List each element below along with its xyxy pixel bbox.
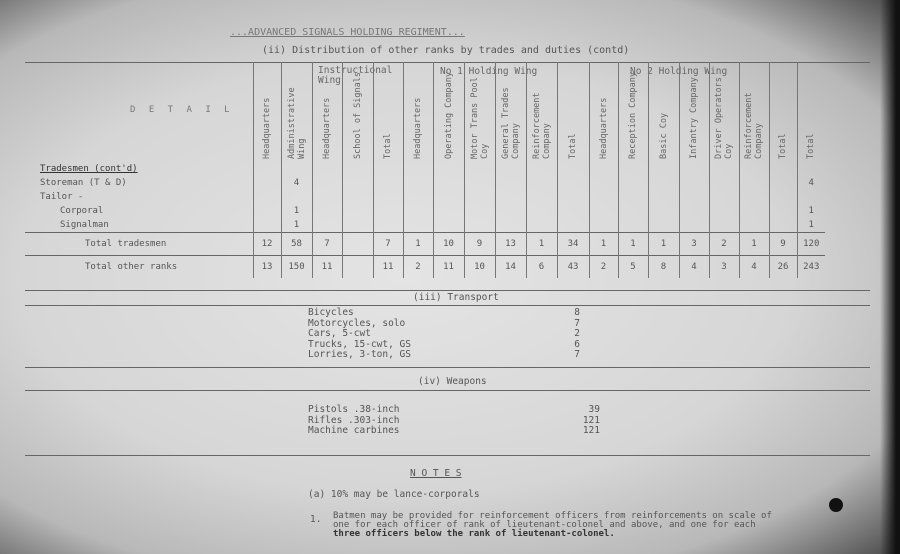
weapons-heading: (iv) Weapons bbox=[418, 376, 487, 387]
table-cell bbox=[433, 162, 464, 176]
column-header bbox=[797, 62, 825, 162]
table-cell bbox=[495, 162, 526, 176]
column-header-label: Total bbox=[806, 133, 817, 159]
list-item-label: Motorcycles, solo bbox=[308, 317, 406, 329]
table-cell bbox=[648, 190, 679, 204]
table-cell bbox=[679, 190, 709, 204]
table-cell bbox=[433, 190, 464, 204]
group-instructional: Instructional Wing bbox=[318, 65, 393, 86]
row-label: Storeman (T & D) bbox=[40, 178, 127, 188]
table-cell bbox=[526, 218, 557, 233]
column-header-label: Driver Operators Coy bbox=[714, 77, 734, 159]
table-cell: 4 bbox=[281, 176, 312, 190]
table-cell bbox=[526, 190, 557, 204]
row-label: Tailor - bbox=[40, 192, 84, 202]
table-cell: 1 bbox=[797, 218, 825, 233]
table-cell bbox=[739, 162, 769, 176]
table-cell bbox=[739, 218, 769, 233]
list-item-label: Lorries, 3-ton, GS bbox=[308, 349, 411, 360]
column-header-label: Motor Trans Pool Coy bbox=[469, 77, 490, 159]
divider bbox=[25, 455, 870, 456]
table-cell bbox=[403, 204, 433, 218]
table-cell bbox=[797, 162, 825, 176]
table-cell: 34 bbox=[557, 233, 589, 256]
table-cell bbox=[557, 190, 589, 204]
table-cell bbox=[557, 176, 589, 190]
table-cell: 10 bbox=[433, 233, 464, 256]
column-header-label: Total bbox=[568, 133, 578, 159]
column-header-label: Reception Company bbox=[628, 72, 638, 159]
table-cell: 58 bbox=[281, 233, 312, 256]
table-cell bbox=[739, 176, 769, 190]
list-item-label: Rifles .303-inch bbox=[308, 414, 400, 426]
weapons-list bbox=[308, 405, 400, 437]
table-cell: 11 bbox=[312, 256, 342, 279]
divider bbox=[25, 390, 870, 391]
row-label: Tradesmen (cont'd) bbox=[40, 164, 138, 174]
table-cell bbox=[464, 190, 495, 204]
table-cell: 1 bbox=[618, 233, 648, 256]
list-item-value: 7 bbox=[574, 317, 580, 329]
table-cell bbox=[739, 204, 769, 218]
table-cell: 4 bbox=[679, 256, 709, 279]
column-header bbox=[312, 62, 342, 162]
table-cell: 3 bbox=[709, 256, 739, 279]
table-cell bbox=[403, 218, 433, 233]
table-cell bbox=[769, 218, 797, 233]
table-row bbox=[25, 176, 825, 190]
divider bbox=[25, 305, 870, 306]
column-header bbox=[769, 62, 797, 162]
weapons-values bbox=[560, 405, 600, 437]
table-cell: 9 bbox=[769, 233, 797, 256]
column-header-label: Infantry Company bbox=[689, 77, 699, 159]
column-header bbox=[253, 62, 281, 162]
table-cell: 1 bbox=[797, 204, 825, 218]
column-header bbox=[648, 62, 679, 162]
table-cell bbox=[709, 176, 739, 190]
section-title: (ii) Distribution of other ranks by trades and duties (contd) bbox=[262, 45, 630, 56]
table-row bbox=[25, 190, 825, 204]
table-cell bbox=[648, 162, 679, 176]
table-cell bbox=[373, 176, 403, 190]
table-cell: 6 bbox=[526, 256, 557, 279]
table-cell bbox=[342, 190, 373, 204]
table-cell: 2 bbox=[709, 233, 739, 256]
column-header bbox=[433, 62, 464, 162]
table-cell bbox=[769, 190, 797, 204]
column-header bbox=[281, 62, 312, 162]
note-1-text bbox=[333, 512, 772, 539]
note-a: (a) 10% may be lance-corporals bbox=[308, 489, 480, 500]
table-cell bbox=[648, 176, 679, 190]
column-header bbox=[464, 62, 495, 162]
table-cell: 13 bbox=[495, 233, 526, 256]
table-cell: 9 bbox=[464, 233, 495, 256]
row-label: Corporal bbox=[60, 206, 104, 216]
column-header-label: Headquarters bbox=[322, 97, 332, 159]
table-cell bbox=[495, 204, 526, 218]
list-item-value: 2 bbox=[574, 328, 580, 339]
column-header-label: Headquarters bbox=[262, 97, 272, 159]
column-header bbox=[373, 62, 403, 162]
column-header bbox=[709, 62, 739, 162]
table-cell bbox=[589, 218, 618, 233]
table-cell bbox=[618, 190, 648, 204]
table-cell: 1 bbox=[589, 233, 618, 256]
document-title: ...ADVANCED SIGNALS HOLDING REGIMENT... bbox=[230, 27, 465, 38]
punch-hole bbox=[829, 498, 843, 512]
table-cell: 26 bbox=[769, 256, 797, 279]
column-header bbox=[403, 62, 433, 162]
column-header bbox=[739, 62, 769, 162]
table-cell: 7 bbox=[312, 233, 342, 256]
table-cell bbox=[403, 190, 433, 204]
column-header bbox=[589, 62, 618, 162]
table-cell bbox=[557, 162, 589, 176]
notes-heading: N O T E S bbox=[410, 468, 462, 479]
note-line: Batmen may be provided for reinforcement officers from reinforcements on scale of bbox=[333, 511, 772, 521]
column-header-label: General Trades Company bbox=[500, 87, 521, 159]
table-row bbox=[25, 256, 825, 279]
column-header-label: Total bbox=[778, 133, 788, 159]
table-cell bbox=[373, 190, 403, 204]
table-cell bbox=[618, 218, 648, 233]
group-no1: No 1 Holding Wing bbox=[440, 66, 538, 77]
table-cell bbox=[312, 218, 342, 233]
table-cell bbox=[342, 176, 373, 190]
table-cell bbox=[312, 162, 342, 176]
table-cell bbox=[373, 218, 403, 233]
scan-shadow bbox=[880, 0, 900, 554]
table-cell bbox=[253, 162, 281, 176]
table-cell bbox=[648, 218, 679, 233]
table-cell: 12 bbox=[253, 233, 281, 256]
distribution-table bbox=[25, 62, 825, 278]
column-header-label: Total bbox=[383, 133, 393, 159]
table-cell bbox=[464, 204, 495, 218]
table-cell: 1 bbox=[281, 218, 312, 233]
table-cell: 11 bbox=[433, 256, 464, 279]
list-item-label: Machine carbines bbox=[308, 425, 400, 436]
table-cell: 150 bbox=[281, 256, 312, 279]
table-cell bbox=[253, 190, 281, 204]
row-label: Total tradesmen bbox=[25, 233, 253, 256]
note-line: one for each officer of rank of lieutenant-colonel and above, and one for each bbox=[333, 520, 756, 530]
table-cell: 14 bbox=[495, 256, 526, 279]
table-cell: 1 bbox=[648, 233, 679, 256]
table-cell: 4 bbox=[739, 256, 769, 279]
table-cell bbox=[403, 176, 433, 190]
table-cell: 2 bbox=[589, 256, 618, 279]
table-cell bbox=[253, 218, 281, 233]
table-cell bbox=[648, 204, 679, 218]
transport-list bbox=[308, 308, 411, 361]
table-cell bbox=[281, 190, 312, 204]
table-cell bbox=[739, 190, 769, 204]
column-header-label: Reinforcement Company bbox=[744, 92, 764, 159]
table-cell bbox=[373, 204, 403, 218]
table-cell: 120 bbox=[797, 233, 825, 256]
transport-values bbox=[560, 308, 580, 361]
table-cell bbox=[589, 204, 618, 218]
table-cell bbox=[342, 162, 373, 176]
table-cell: 3 bbox=[679, 233, 709, 256]
detail-header: D E T A I L bbox=[130, 105, 234, 115]
column-header bbox=[526, 62, 557, 162]
table-cell: 43 bbox=[557, 256, 589, 279]
table-cell bbox=[342, 233, 373, 256]
list-item-label: Pistols .38-inch bbox=[308, 404, 400, 415]
column-header bbox=[679, 62, 709, 162]
table-cell: 11 bbox=[373, 256, 403, 279]
table-cell bbox=[433, 176, 464, 190]
table-cell bbox=[709, 204, 739, 218]
table-cell bbox=[709, 218, 739, 233]
table-cell bbox=[769, 204, 797, 218]
column-header bbox=[495, 62, 526, 162]
list-item-label: Cars, 5-cwt bbox=[308, 328, 371, 339]
table-cell bbox=[618, 162, 648, 176]
column-header-label: Administrative Wing bbox=[286, 87, 307, 159]
table-cell bbox=[253, 204, 281, 218]
table-cell: 1 bbox=[739, 233, 769, 256]
row-label: Total other ranks bbox=[25, 256, 253, 279]
table-cell bbox=[373, 162, 403, 176]
table-cell bbox=[589, 190, 618, 204]
list-item-value: 6 bbox=[574, 338, 580, 350]
table-cell bbox=[342, 256, 373, 279]
table-cell bbox=[526, 204, 557, 218]
table-cell bbox=[464, 162, 495, 176]
list-item-label: Bicycles bbox=[308, 307, 354, 318]
table-cell bbox=[312, 190, 342, 204]
table-cell: 1 bbox=[526, 233, 557, 256]
table-cell bbox=[464, 176, 495, 190]
table-row bbox=[25, 233, 825, 256]
list-item-value: 121 bbox=[582, 425, 600, 436]
table-cell bbox=[312, 176, 342, 190]
transport-heading: (iii) Transport bbox=[413, 292, 499, 303]
table-cell: 2 bbox=[403, 256, 433, 279]
note-1-number: 1. bbox=[310, 514, 322, 525]
table-row bbox=[25, 218, 825, 233]
table-cell bbox=[618, 176, 648, 190]
column-header bbox=[618, 62, 648, 162]
column-header-label: Basic Coy bbox=[658, 112, 669, 159]
table-cell bbox=[679, 162, 709, 176]
column-header-label: Reinforcement Company bbox=[531, 92, 552, 159]
column-header-label: Headquarters bbox=[413, 97, 423, 159]
table-cell: 10 bbox=[464, 256, 495, 279]
table-cell bbox=[769, 176, 797, 190]
table-cell bbox=[312, 204, 342, 218]
table-cell bbox=[281, 162, 312, 176]
column-header-label: Headquarters bbox=[598, 97, 609, 159]
table-cell bbox=[495, 218, 526, 233]
column-header-label: Operating Company bbox=[443, 72, 454, 159]
list-item-value: 39 bbox=[588, 404, 600, 415]
table-cell bbox=[797, 190, 825, 204]
table-cell: 7 bbox=[373, 233, 403, 256]
table-cell: 1 bbox=[281, 204, 312, 218]
table-cell bbox=[769, 162, 797, 176]
group-no2: No 2 Holding Wing bbox=[630, 66, 728, 77]
table-cell bbox=[557, 218, 589, 233]
row-label: Signalman bbox=[60, 220, 109, 230]
table-cell bbox=[433, 204, 464, 218]
table-cell bbox=[253, 176, 281, 190]
list-item-label: Trucks, 15-cwt, GS bbox=[308, 338, 411, 350]
table-cell bbox=[495, 176, 526, 190]
table-cell bbox=[557, 204, 589, 218]
table-cell bbox=[464, 218, 495, 233]
column-header bbox=[557, 62, 589, 162]
list-item-value: 8 bbox=[574, 307, 580, 318]
table-cell bbox=[709, 162, 739, 176]
table-cell: 4 bbox=[797, 176, 825, 190]
table-cell bbox=[342, 204, 373, 218]
table-cell bbox=[709, 190, 739, 204]
table-cell: 13 bbox=[253, 256, 281, 279]
column-header-label: School of Signals bbox=[352, 72, 363, 159]
list-item-value: 121 bbox=[582, 414, 600, 426]
column-header bbox=[342, 62, 373, 162]
table-cell bbox=[679, 176, 709, 190]
table-row bbox=[25, 162, 825, 176]
note-line: three officers below the rank of lieutenant-colonel. bbox=[333, 529, 615, 539]
table-cell bbox=[495, 190, 526, 204]
table-cell bbox=[679, 204, 709, 218]
table-cell bbox=[589, 162, 618, 176]
table-cell: 8 bbox=[648, 256, 679, 279]
table-cell: 1 bbox=[403, 233, 433, 256]
table-cell bbox=[526, 162, 557, 176]
table-cell bbox=[589, 176, 618, 190]
table-cell: 5 bbox=[618, 256, 648, 279]
table-cell bbox=[679, 218, 709, 233]
table-cell: 243 bbox=[797, 256, 825, 279]
table-row bbox=[25, 204, 825, 218]
divider bbox=[25, 290, 870, 291]
divider bbox=[25, 367, 870, 368]
table-cell bbox=[618, 204, 648, 218]
table-cell bbox=[433, 218, 464, 233]
table-cell bbox=[342, 218, 373, 233]
table-cell bbox=[403, 162, 433, 176]
table-cell bbox=[526, 176, 557, 190]
list-item-value: 7 bbox=[574, 349, 580, 360]
